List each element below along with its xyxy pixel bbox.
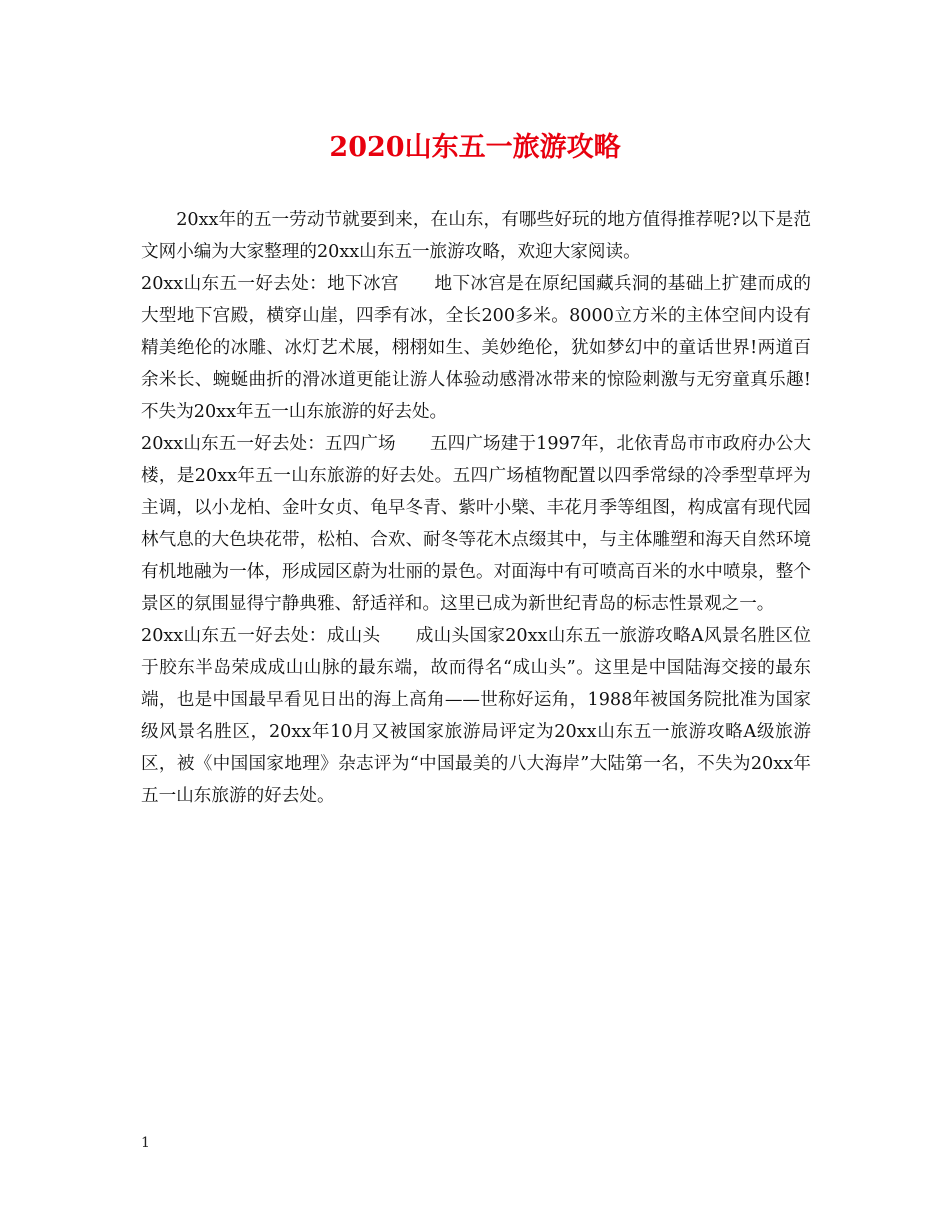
intro-paragraph: 20xx年的五一劳动节就要到来，在山东，有哪些好玩的地方值得推荐呢?以下是范文网小编为大家整理的20xx山东五一旅游攻略，欢迎大家阅读。 bbox=[141, 210, 811, 262]
spot-paragraph-chengshantou bbox=[141, 620, 811, 812]
spot-description-ice-palace: 地下冰宫是在原纪国藏兵洞的基础上扩建而成的大型地下宫殿，横穿山崖，四季有冰，全长200多米。8000立方米的主体空间内设有精美绝伦的冰雕、冰灯艺术展，栩栩如生、美妙绝伦，犹如梦幻中的童话世界!两道百余米长、蜿蜒曲折的滑冰道更能让游人体验动感滑冰带来的惊险刺激与无穷童真乐趣!不失为20xx年五一山东旅游的好去处。 bbox=[141, 274, 811, 422]
spot-heading-may-fourth-square: 20xx山东五一好去处：五四广场 bbox=[141, 434, 396, 454]
document-title: 2020山东五一旅游攻略 bbox=[329, 132, 621, 163]
spot-heading-chengshantou: 20xx山东五一好去处：成山头 bbox=[141, 626, 381, 646]
spot-paragraph-may-fourth-square bbox=[141, 428, 811, 620]
spot-paragraph-ice-palace bbox=[141, 268, 811, 428]
page-number: 1 bbox=[141, 1135, 150, 1151]
spot-heading-ice-palace: 20xx山东五一好去处：地下冰宫 bbox=[141, 274, 399, 294]
spot-description-chengshantou: 成山头国家20xx山东五一旅游攻略A风景名胜区位于胶东半岛荣成成山山脉的最东端，故而得名“成山头”。这里是中国陆海交接的最东端，也是中国最早看见日出的海上高角——世称好运角，1988年被国务院批准为国家级风景名胜区，20xx年10月又被国家旅游局评定为20xx山东五一旅游攻略A级旅游区，被《中国国家地理》杂志评为“中国最美的八大海岸”大陆第一名，不失为20xx年五一山东旅游的好去处。 bbox=[141, 626, 812, 806]
document-body bbox=[141, 204, 811, 812]
spot-description-may-fourth-square: 五四广场建于1997年，北依青岛市市政府办公大楼，是20xx年五一山东旅游的好去处。五四广场植物配置以四季常绿的冷季型草坪为主调，以小龙柏、金叶女贞、龟早冬青、紫叶小檗、丰花月季等组图，构成富有现代园林气息的大色块花带，松柏、合欢、耐冬等花木点缀其中，与主体雕塑和海天自然环境有机地融为一体，形成园区蔚为壮丽的景色。对面海中有可喷高百米的水中喷泉，整个景区的氛围显得宁静典雅、舒适祥和。这里已成为新世纪青岛的标志性景观之一。 bbox=[141, 434, 812, 614]
